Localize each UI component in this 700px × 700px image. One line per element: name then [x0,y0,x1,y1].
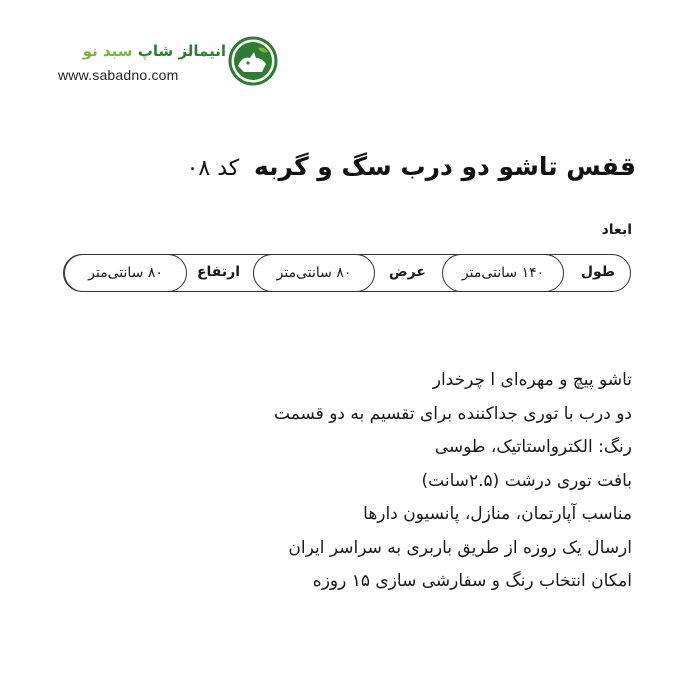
dimension-width-label: عرض [388,264,426,280]
dimension-height-value: ۸۰ سانتی‌متر [64,254,187,292]
feature-item: رنگ: الکترواستاتیک، طوسی [434,437,632,457]
dimensions-label: ابعاد [601,222,632,238]
logo-title [83,42,226,60]
dimension-length-value: ۱۴۰ سانتی‌متر [442,254,564,292]
product-title [187,152,636,181]
feature-item: تاشو پیچ و مهره‌ای ا چرخدار [432,370,632,390]
dimension-width-value: ۸۰ سانتی‌متر [253,254,375,292]
logo-title-lime: سبد نو [82,42,133,60]
product-code: کد ۰۸ [186,156,240,181]
feature-list [274,364,632,599]
dimensions-bar [63,254,631,292]
product-name: قفس تاشو دو درب سگ و گربه [253,152,636,181]
logo-url: www.sabadno.com [58,67,179,83]
pet-shop-logo-icon [228,36,278,86]
feature-item: دو درب با توری جداکننده برای تقسیم به دو قسمت [274,403,632,424]
dimension-length-label: طول [580,264,615,280]
feature-item: ارسال یک روزه از طریق باربری به سراسر ایران [288,537,632,558]
feature-item: امکان انتخاب رنگ و سفارشی سازی ۱۵ روزه [312,571,632,591]
logo-title-green: انیمالز شاپ [137,42,226,60]
dimension-height-label: ارتفاع [196,264,240,280]
brand-logo [58,36,278,96]
feature-item: بافت توری درشت (۲.۵سانت) [421,470,632,491]
feature-item: مناسب آپارتمان، منازل، پانسیون دارها [363,504,632,524]
